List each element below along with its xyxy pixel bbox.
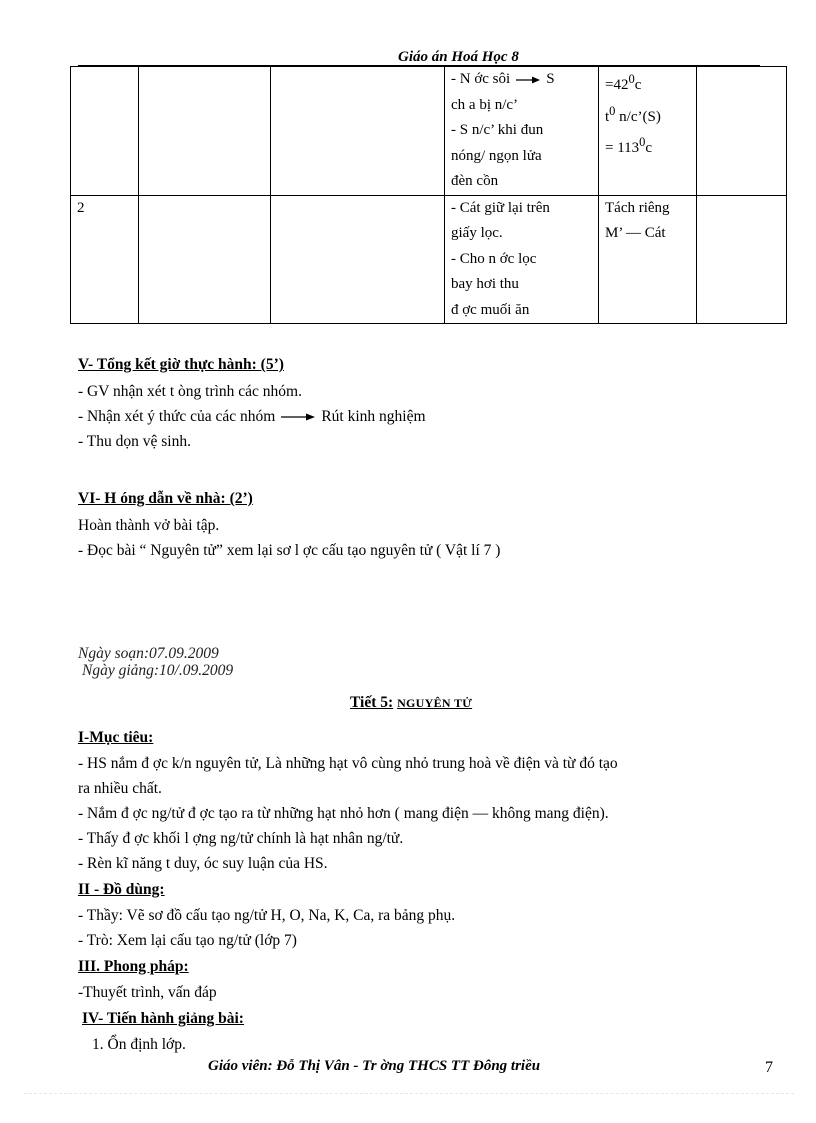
cell-line: giấy lọc.	[451, 225, 503, 241]
table-cell	[599, 195, 697, 324]
procedure-line: 1. Ổn định lớp.	[92, 1036, 186, 1053]
objectives-line: - HS nắm đ ợc k/n nguyên tử, Là những hạt vô cùng nhỏ trung hoà về điện và từ đó tạo	[78, 755, 618, 772]
cell-line: bay hơi thu	[451, 276, 519, 292]
cell-line: - Cho n ớc lọc	[451, 250, 537, 267]
cell-line: M’ — Cát	[605, 225, 666, 241]
taught-date: Ngày giảng:10/.09.2009	[82, 662, 234, 679]
arrow-right-icon	[281, 413, 315, 421]
table-cell	[697, 195, 787, 324]
objectives-line: - Rèn kĩ năng t duy, óc suy luận của HS.	[78, 855, 328, 872]
table-cell: 2	[71, 195, 139, 324]
lesson-title: Tiết 5: NGUYÊN TỬ	[350, 694, 473, 711]
objectives-line: - Thấy đ ợc khối l ợng ng/tử chính là hạt nhân ng/tử.	[78, 830, 404, 847]
table-cell	[139, 67, 271, 196]
section-6-heading: VI- H óng dẫn về nhà: (2’)	[78, 490, 253, 507]
objectives-line: ra nhiều chất.	[78, 780, 162, 797]
table-cell	[445, 67, 599, 196]
section-6-line: Hoàn thành vở bài tập.	[78, 517, 220, 534]
cell-line: - N ớc sôi S	[451, 71, 555, 87]
header-title: Giáo án Hoá Học 8	[398, 49, 519, 65]
cell-line: $=42^0c$	[605, 72, 642, 93]
cell-line: - S n/c’ khi đun	[451, 122, 544, 138]
procedure-heading: IV- Tiến hành giảng bài:	[82, 1010, 244, 1027]
materials-heading: II - Đồ dùng:	[78, 881, 165, 898]
arrow-result: Rút kinh nghiệm	[321, 408, 426, 425]
cell-line: nóng/ ngọn lửa	[451, 147, 542, 164]
bottom-rule	[24, 1093, 794, 1094]
prepared-date: Ngày soạn:07.09.2009	[78, 645, 219, 662]
table-cell	[271, 67, 445, 196]
section-5-line: - Nhận xét ý thức của các nhóm Rút kinh nghiệm	[78, 408, 426, 425]
cell-line: ch a bị n/c’	[451, 96, 519, 113]
materials-line: - Trò: Xem lại cấu tạo ng/tử (lớp 7)	[78, 932, 297, 949]
results-table	[70, 66, 787, 324]
table-cell	[599, 67, 697, 196]
table-cell	[445, 195, 599, 324]
cell-line: Tách riêng	[605, 199, 670, 216]
section-5-heading: V- Tổng kết giờ thực hành: (5’)	[78, 356, 284, 373]
table-cell	[697, 67, 787, 196]
section-6-line: - Đọc bài “ Nguyên tử” xem lại sơ l ợc cấu tạo nguyên tử ( Vật lí 7 )	[78, 542, 501, 559]
cell-line: đ ợc muối ăn	[451, 301, 530, 318]
page-number: 7	[765, 1059, 773, 1076]
objectives-heading: I-Mục tiêu:	[78, 729, 154, 746]
cell-line: - Cát giữ lại trên	[451, 199, 550, 216]
cell-line: = $113^0c$	[605, 135, 653, 156]
table-cell	[271, 195, 445, 324]
cell-line: $t^0$ n/c’(S)	[605, 103, 661, 125]
table-cell	[71, 67, 139, 196]
section-5-line: - GV nhận xét t òng trình các nhóm.	[78, 383, 302, 400]
table-row	[71, 67, 787, 196]
methods-heading: III. Phong pháp:	[78, 958, 189, 975]
cell-line: đèn cồn	[451, 173, 499, 189]
table-cell	[139, 195, 271, 324]
section-5-line: - Thu dọn vệ sinh.	[78, 433, 191, 450]
table-row	[71, 195, 787, 324]
footer-teacher: Giáo viên: Đỗ Thị Vân - Tr ờng THCS TT Đông triều	[208, 1058, 541, 1074]
arrow-right-icon	[516, 76, 540, 84]
objectives-line: - Nắm đ ợc ng/tử đ ợc tạo ra từ những hạt nhỏ hơn ( mang điện — không mang điện).	[78, 805, 609, 822]
materials-line: - Thầy: Vẽ sơ đồ cấu tạo ng/tử H, O, Na, K, Ca, ra bảng phụ.	[78, 907, 456, 924]
methods-line: -Thuyết trình, vấn đáp	[78, 984, 217, 1001]
